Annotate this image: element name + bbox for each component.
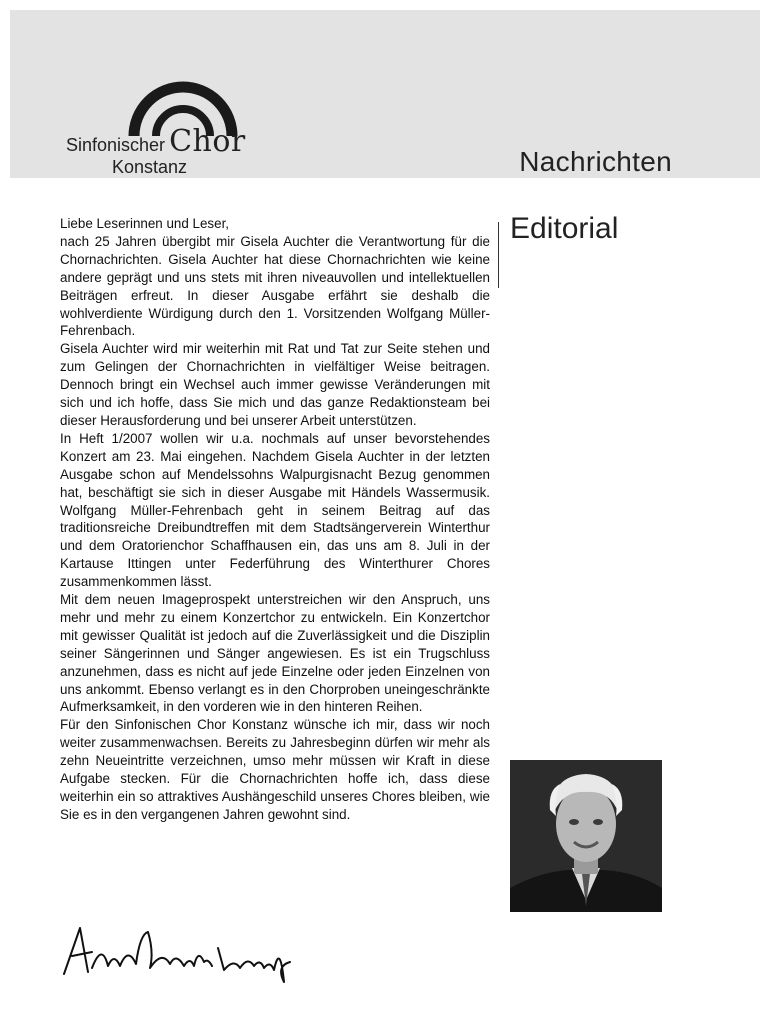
author-signature [58, 922, 298, 992]
paragraph: Gisela Auchter wird mir weiterhin mit Rat und Tat zur Seite stehen und zum Gelingen der Chornachrichten in vielfältiger Weise beitragen. Dennoch bringt ein Wechsel auch immer gewisse Veränderungen mit sich und ich hoffe, dass Sie mich und das ganze Redaktionsteam bei dieser Herausforderung und bei unserer Arbeit unterstützen. [60, 341, 490, 428]
title-divider [498, 222, 499, 288]
article-title: Editorial [510, 212, 619, 245]
paragraph: Für den Sinfonischen Chor Konstanz wünsche ich mir, dass wir noch weiter zusammenwachsen. Bereits zu Jahresbeginn dürfen wir mehr als zehn Neueintritte verzeichnen, umso mehr müssen wir Kraft in diese Aufgabe stecken. Für die Chornachrichten hoffe ich, dass diese weiterhin ein so attraktives Aushängeschild unseres Chores bleiben, wie Sie es in den vergangenen Jahren gewohnt sind. [60, 717, 490, 822]
portrait-image [510, 760, 662, 912]
paragraph-salutation: Liebe Leserinnen und Leser, [60, 216, 230, 231]
logo-text-konstanz: Konstanz [112, 157, 188, 177]
page-header [10, 10, 760, 178]
author-portrait [510, 760, 662, 912]
logo-line1 [66, 124, 246, 159]
logo-text-sinfonischer: Sinfonischer [66, 135, 166, 155]
paragraph: In Heft 1/2007 wollen wir u.a. nochmals auf unser bevorstehendes Konzert am 23. Mai eingehen. Nachdem Gisela Auchter in der letzten Ausgabe schon auf Mendelssohns Walpurgisnacht Bezug genommen hat, beschäftigt sie sich in dieser Ausgabe mit Händels Wassermusik. Wolfgang Müller-Fehrenbach geht in seinem Beitrag auf das traditionsreiche Dreibundtreffen mit dem Stadtsängerverein Winterthur und dem Oratorienchor Schaffhausen ein, das uns am 8. Juli in der Kartause Ittingen unter Federführung des Winterthurer Chores zusammenkommen lässt. [60, 430, 490, 590]
paragraph: nach 25 Jahren übergibt mir Gisela Auchter die Verantwortung für die Chornachrichten. Gisela Auchter hat diese Chornachrichten wie keine andere geprägt und uns stets mit ihren niveauvollen und intellektuellen Beiträgen erfreut. In dieser Ausgabe erfährt sie deshalb die wohlverdiente Würdigung durch den 1. Vorsitzenden Wolfgang Müller-Fehrenbach. [60, 233, 490, 339]
paragraph: Mit dem neuen Imageprospekt unterstreichen wir den Anspruch, uns mehr und mehr zu einem Konzertchor zu entwickeln. Ein Konzertchor mit gewisser Qualität ist jedoch auf die Zuverlässigkeit und die Disziplin seiner Sängerinnen und Sänger angewiesen. Es ist ein Trugschluss anzunehmen, dass es nicht auf jede Einzelne oder jeden Einzelnen von uns ankommt. Ebenso verlangt es in den Chorproben uneingeschränkte Aufmerksamkeit, in den vorderen wie in den hinteren Reihen. [60, 592, 490, 715]
logo-text-chor: Chor [169, 124, 246, 159]
choir-logo [58, 72, 268, 177]
section-title: Nachrichten [519, 146, 672, 177]
article-body [60, 215, 490, 824]
